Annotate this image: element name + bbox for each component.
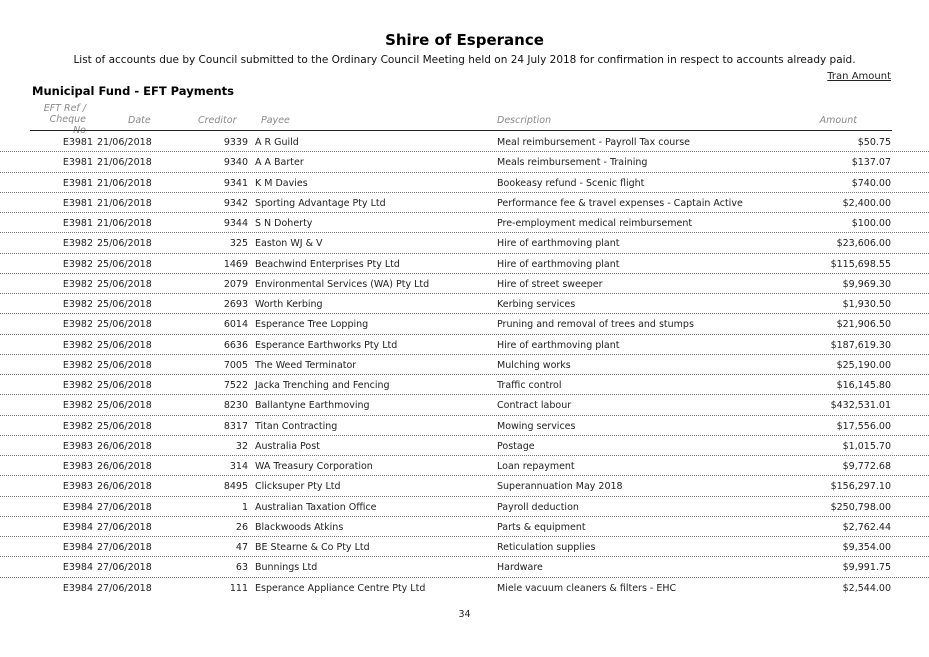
cell-description: Mulching works xyxy=(497,359,571,371)
cell-amount: $187,619.30 xyxy=(830,339,891,351)
cell-payee: Environmental Services (WA) Pty Ltd xyxy=(255,278,430,290)
cell-ref: E3981 xyxy=(62,137,93,148)
cell-date: 25/06/2018 xyxy=(97,278,152,290)
cell-ref: E3983 xyxy=(62,481,93,493)
cell-payee: S N Doherty xyxy=(255,218,313,229)
cell-payee: Sporting Advantage Pty Ltd xyxy=(255,197,386,209)
cell-ref: E3981 xyxy=(62,157,93,169)
cell-description: Postage xyxy=(497,440,535,452)
cell-creditor: 9344 xyxy=(223,218,248,229)
cell-creditor: 1 xyxy=(241,501,248,513)
cell-amount: $2,762.44 xyxy=(842,521,891,533)
cell-amount: $9,969.30 xyxy=(842,278,891,290)
cell-ref: E3984 xyxy=(62,562,93,574)
cell-creditor: 1469 xyxy=(223,258,248,270)
cell-ref: E3982 xyxy=(62,258,93,270)
cell-creditor: 32 xyxy=(235,440,248,452)
cell-creditor: 8230 xyxy=(223,400,248,412)
cell-payee: The Weed Terminator xyxy=(255,359,357,371)
table-row xyxy=(0,152,929,172)
fund-section-title: Municipal Fund - EFT Payments xyxy=(32,84,235,98)
table-row xyxy=(0,476,929,496)
cell-payee: A R Guild xyxy=(255,137,299,148)
header-ref-line1: EFT Ref / xyxy=(43,103,86,114)
table-row xyxy=(0,193,929,213)
cell-ref: E3984 xyxy=(62,501,93,513)
cell-ref: E3984 xyxy=(62,582,93,594)
cell-creditor: 9339 xyxy=(223,137,248,148)
header-creditor: Creditor xyxy=(198,115,237,126)
cell-creditor: 8317 xyxy=(223,420,248,432)
cell-description: Reticulation supplies xyxy=(497,542,596,553)
cell-ref: E3984 xyxy=(62,521,93,533)
cell-date: 27/06/2018 xyxy=(97,521,152,533)
cell-amount: $1,930.50 xyxy=(842,299,891,310)
cell-payee: K M Davies xyxy=(255,177,308,189)
table-row xyxy=(0,497,929,517)
payments-table-body xyxy=(0,132,929,598)
cell-payee: Beachwind Enterprises Pty Ltd xyxy=(255,258,400,270)
cell-description: Superannuation May 2018 xyxy=(497,481,623,493)
cell-payee: Esperance Earthworks Pty Ltd xyxy=(255,339,398,351)
cell-date: 21/06/2018 xyxy=(97,197,152,209)
cell-amount: $740.00 xyxy=(851,177,891,189)
cell-description: Contract labour xyxy=(497,400,572,412)
cell-amount: $9,354.00 xyxy=(842,542,891,553)
cell-amount: $9,772.68 xyxy=(842,461,891,472)
cell-payee: Ballantyne Earthmoving xyxy=(255,400,370,412)
cell-description: Hire of street sweeper xyxy=(497,278,603,290)
cell-description: Payroll deduction xyxy=(497,501,579,513)
cell-ref: E3982 xyxy=(62,420,93,432)
cell-payee: Jacka Trenching and Fencing xyxy=(255,380,390,391)
tran-amount-label: Tran Amount xyxy=(827,71,891,82)
cell-payee: Easton WJ & V xyxy=(255,238,323,250)
cell-amount: $21,906.50 xyxy=(836,319,891,331)
table-row xyxy=(0,375,929,395)
cell-description: Meal reimbursement - Payroll Tax course xyxy=(497,137,691,148)
cell-creditor: 111 xyxy=(229,582,248,594)
cell-payee: Bunnings Ltd xyxy=(255,562,318,574)
cell-ref: E3982 xyxy=(62,380,93,391)
cell-ref: E3984 xyxy=(62,542,93,553)
cell-payee: Titan Contracting xyxy=(255,420,338,432)
cell-ref: E3982 xyxy=(62,238,93,250)
cell-description: Kerbing services xyxy=(497,299,576,310)
cell-date: 27/06/2018 xyxy=(97,562,152,574)
cell-payee: Worth Kerbing xyxy=(255,299,323,310)
cell-amount: $25,190.00 xyxy=(836,359,891,371)
cell-amount: $50.75 xyxy=(857,137,891,148)
cell-description: Loan repayment xyxy=(497,461,575,472)
header-ref-line2: Cheque No xyxy=(49,114,86,136)
cell-amount: $137.07 xyxy=(851,157,891,169)
cell-amount: $9,991.75 xyxy=(842,562,891,574)
cell-date: 27/06/2018 xyxy=(97,582,152,594)
cell-date: 21/06/2018 xyxy=(97,157,152,169)
cell-creditor: 7005 xyxy=(223,359,248,371)
header-divider xyxy=(30,130,892,131)
cell-creditor: 314 xyxy=(229,461,248,472)
table-row xyxy=(0,294,929,314)
cell-amount: $16,145.80 xyxy=(836,380,891,391)
cell-ref: E3982 xyxy=(62,400,93,412)
cell-payee: Clicksuper Pty Ltd xyxy=(255,481,341,493)
cell-amount: $432,531.01 xyxy=(830,400,891,412)
cell-date: 25/06/2018 xyxy=(97,339,152,351)
cell-description: Traffic control xyxy=(497,380,562,391)
table-row xyxy=(0,578,929,598)
cell-description: Meals reimbursement - Training xyxy=(497,157,648,169)
table-row xyxy=(0,395,929,415)
header-date: Date xyxy=(128,115,151,126)
cell-creditor: 2079 xyxy=(223,278,248,290)
cell-date: 25/06/2018 xyxy=(97,359,152,371)
cell-creditor: 6014 xyxy=(223,319,248,331)
header-description: Description xyxy=(497,115,552,126)
cell-description: Bookeasy refund - Scenic flight xyxy=(497,177,645,189)
cell-creditor: 9342 xyxy=(223,197,248,209)
cell-amount: $250,798.00 xyxy=(830,501,891,513)
table-row xyxy=(0,517,929,537)
table-row xyxy=(0,233,929,253)
cell-payee: Esperance Tree Lopping xyxy=(255,319,369,331)
table-row xyxy=(0,274,929,294)
cell-creditor: 8495 xyxy=(223,481,248,493)
cell-date: 26/06/2018 xyxy=(97,481,152,493)
cell-date: 25/06/2018 xyxy=(97,258,152,270)
cell-date: 27/06/2018 xyxy=(97,501,152,513)
cell-amount: $2,400.00 xyxy=(842,197,891,209)
cell-date: 26/06/2018 xyxy=(97,440,152,452)
cell-amount: $1,015.70 xyxy=(842,440,891,452)
cell-amount: $17,556.00 xyxy=(836,420,891,432)
cell-payee: BE Stearne & Co Pty Ltd xyxy=(255,542,370,553)
cell-payee: Australia Post xyxy=(255,440,320,452)
cell-description: Hire of earthmoving plant xyxy=(497,238,620,250)
cell-date: 21/06/2018 xyxy=(97,137,152,148)
cell-amount: $23,606.00 xyxy=(836,238,891,250)
cell-creditor: 7522 xyxy=(223,380,248,391)
cell-date: 25/06/2018 xyxy=(97,238,152,250)
cell-description: Mowing services xyxy=(497,420,576,432)
cell-description: Miele vacuum cleaners & filters - EHC xyxy=(497,582,677,594)
table-row xyxy=(0,213,929,233)
table-row xyxy=(0,436,929,456)
cell-ref: E3982 xyxy=(62,299,93,310)
cell-creditor: 26 xyxy=(235,521,248,533)
cell-date: 25/06/2018 xyxy=(97,380,152,391)
cell-creditor: 47 xyxy=(235,542,248,553)
cell-amount: $100.00 xyxy=(851,218,891,229)
cell-amount: $115,698.55 xyxy=(830,258,891,270)
cell-ref: E3981 xyxy=(62,218,93,229)
table-row xyxy=(0,254,929,274)
cell-ref: E3982 xyxy=(62,359,93,371)
table-row xyxy=(0,335,929,355)
cell-amount: $156,297.10 xyxy=(830,481,891,493)
table-row xyxy=(0,355,929,375)
header-payee: Payee xyxy=(261,115,290,126)
cell-description: Hardware xyxy=(497,562,543,574)
cell-creditor: 325 xyxy=(229,238,248,250)
cell-ref: E3982 xyxy=(62,339,93,351)
table-row xyxy=(0,456,929,476)
cell-description: Hire of earthmoving plant xyxy=(497,339,620,351)
cell-ref: E3983 xyxy=(62,440,93,452)
cell-ref: E3981 xyxy=(62,177,93,189)
table-row xyxy=(0,416,929,436)
cell-creditor: 9340 xyxy=(223,157,248,169)
cell-date: 21/06/2018 xyxy=(97,218,152,229)
cell-date: 27/06/2018 xyxy=(97,542,152,553)
header-amount: Amount xyxy=(819,115,857,126)
page-title: Shire of Esperance xyxy=(385,31,544,49)
cell-payee: Esperance Appliance Centre Pty Ltd xyxy=(255,582,426,594)
cell-description: Performance fee & travel expenses - Captain Active xyxy=(497,197,743,209)
cell-payee: Australian Taxation Office xyxy=(255,501,377,513)
cell-creditor: 9341 xyxy=(223,177,248,189)
cell-creditor: 2693 xyxy=(223,299,248,310)
cell-date: 25/06/2018 xyxy=(97,319,152,331)
table-header xyxy=(0,103,929,136)
table-row xyxy=(0,537,929,557)
table-row xyxy=(0,173,929,193)
cell-ref: E3981 xyxy=(62,197,93,209)
cell-description: Pre-employment medical reimbursement xyxy=(497,218,693,229)
cell-ref: E3982 xyxy=(62,278,93,290)
cell-date: 25/06/2018 xyxy=(97,299,152,310)
cell-date: 26/06/2018 xyxy=(97,461,152,472)
cell-ref: E3983 xyxy=(62,461,93,472)
cell-ref: E3982 xyxy=(62,319,93,331)
cell-amount: $2,544.00 xyxy=(842,582,891,594)
cell-date: 25/06/2018 xyxy=(97,420,152,432)
cell-description: Hire of earthmoving plant xyxy=(497,258,620,270)
cell-description: Parts & equipment xyxy=(497,521,586,533)
cell-description: Pruning and removal of trees and stumps xyxy=(497,319,694,331)
table-row xyxy=(0,314,929,334)
cell-date: 25/06/2018 xyxy=(97,400,152,412)
cell-date: 21/06/2018 xyxy=(97,177,152,189)
cell-payee: A A Barter xyxy=(255,157,304,169)
page-subtitle: List of accounts due by Council submitted to the Ordinary Council Meeting held on 24 July 2018 for confirmation in respect to accounts already paid. xyxy=(73,54,856,66)
table-row xyxy=(0,557,929,577)
table-row xyxy=(0,132,929,152)
cell-creditor: 63 xyxy=(235,562,248,574)
page-number: 34 xyxy=(458,609,471,620)
cell-payee: Blackwoods Atkins xyxy=(255,521,344,533)
cell-payee: WA Treasury Corporation xyxy=(255,461,373,472)
cell-creditor: 6636 xyxy=(223,339,248,351)
